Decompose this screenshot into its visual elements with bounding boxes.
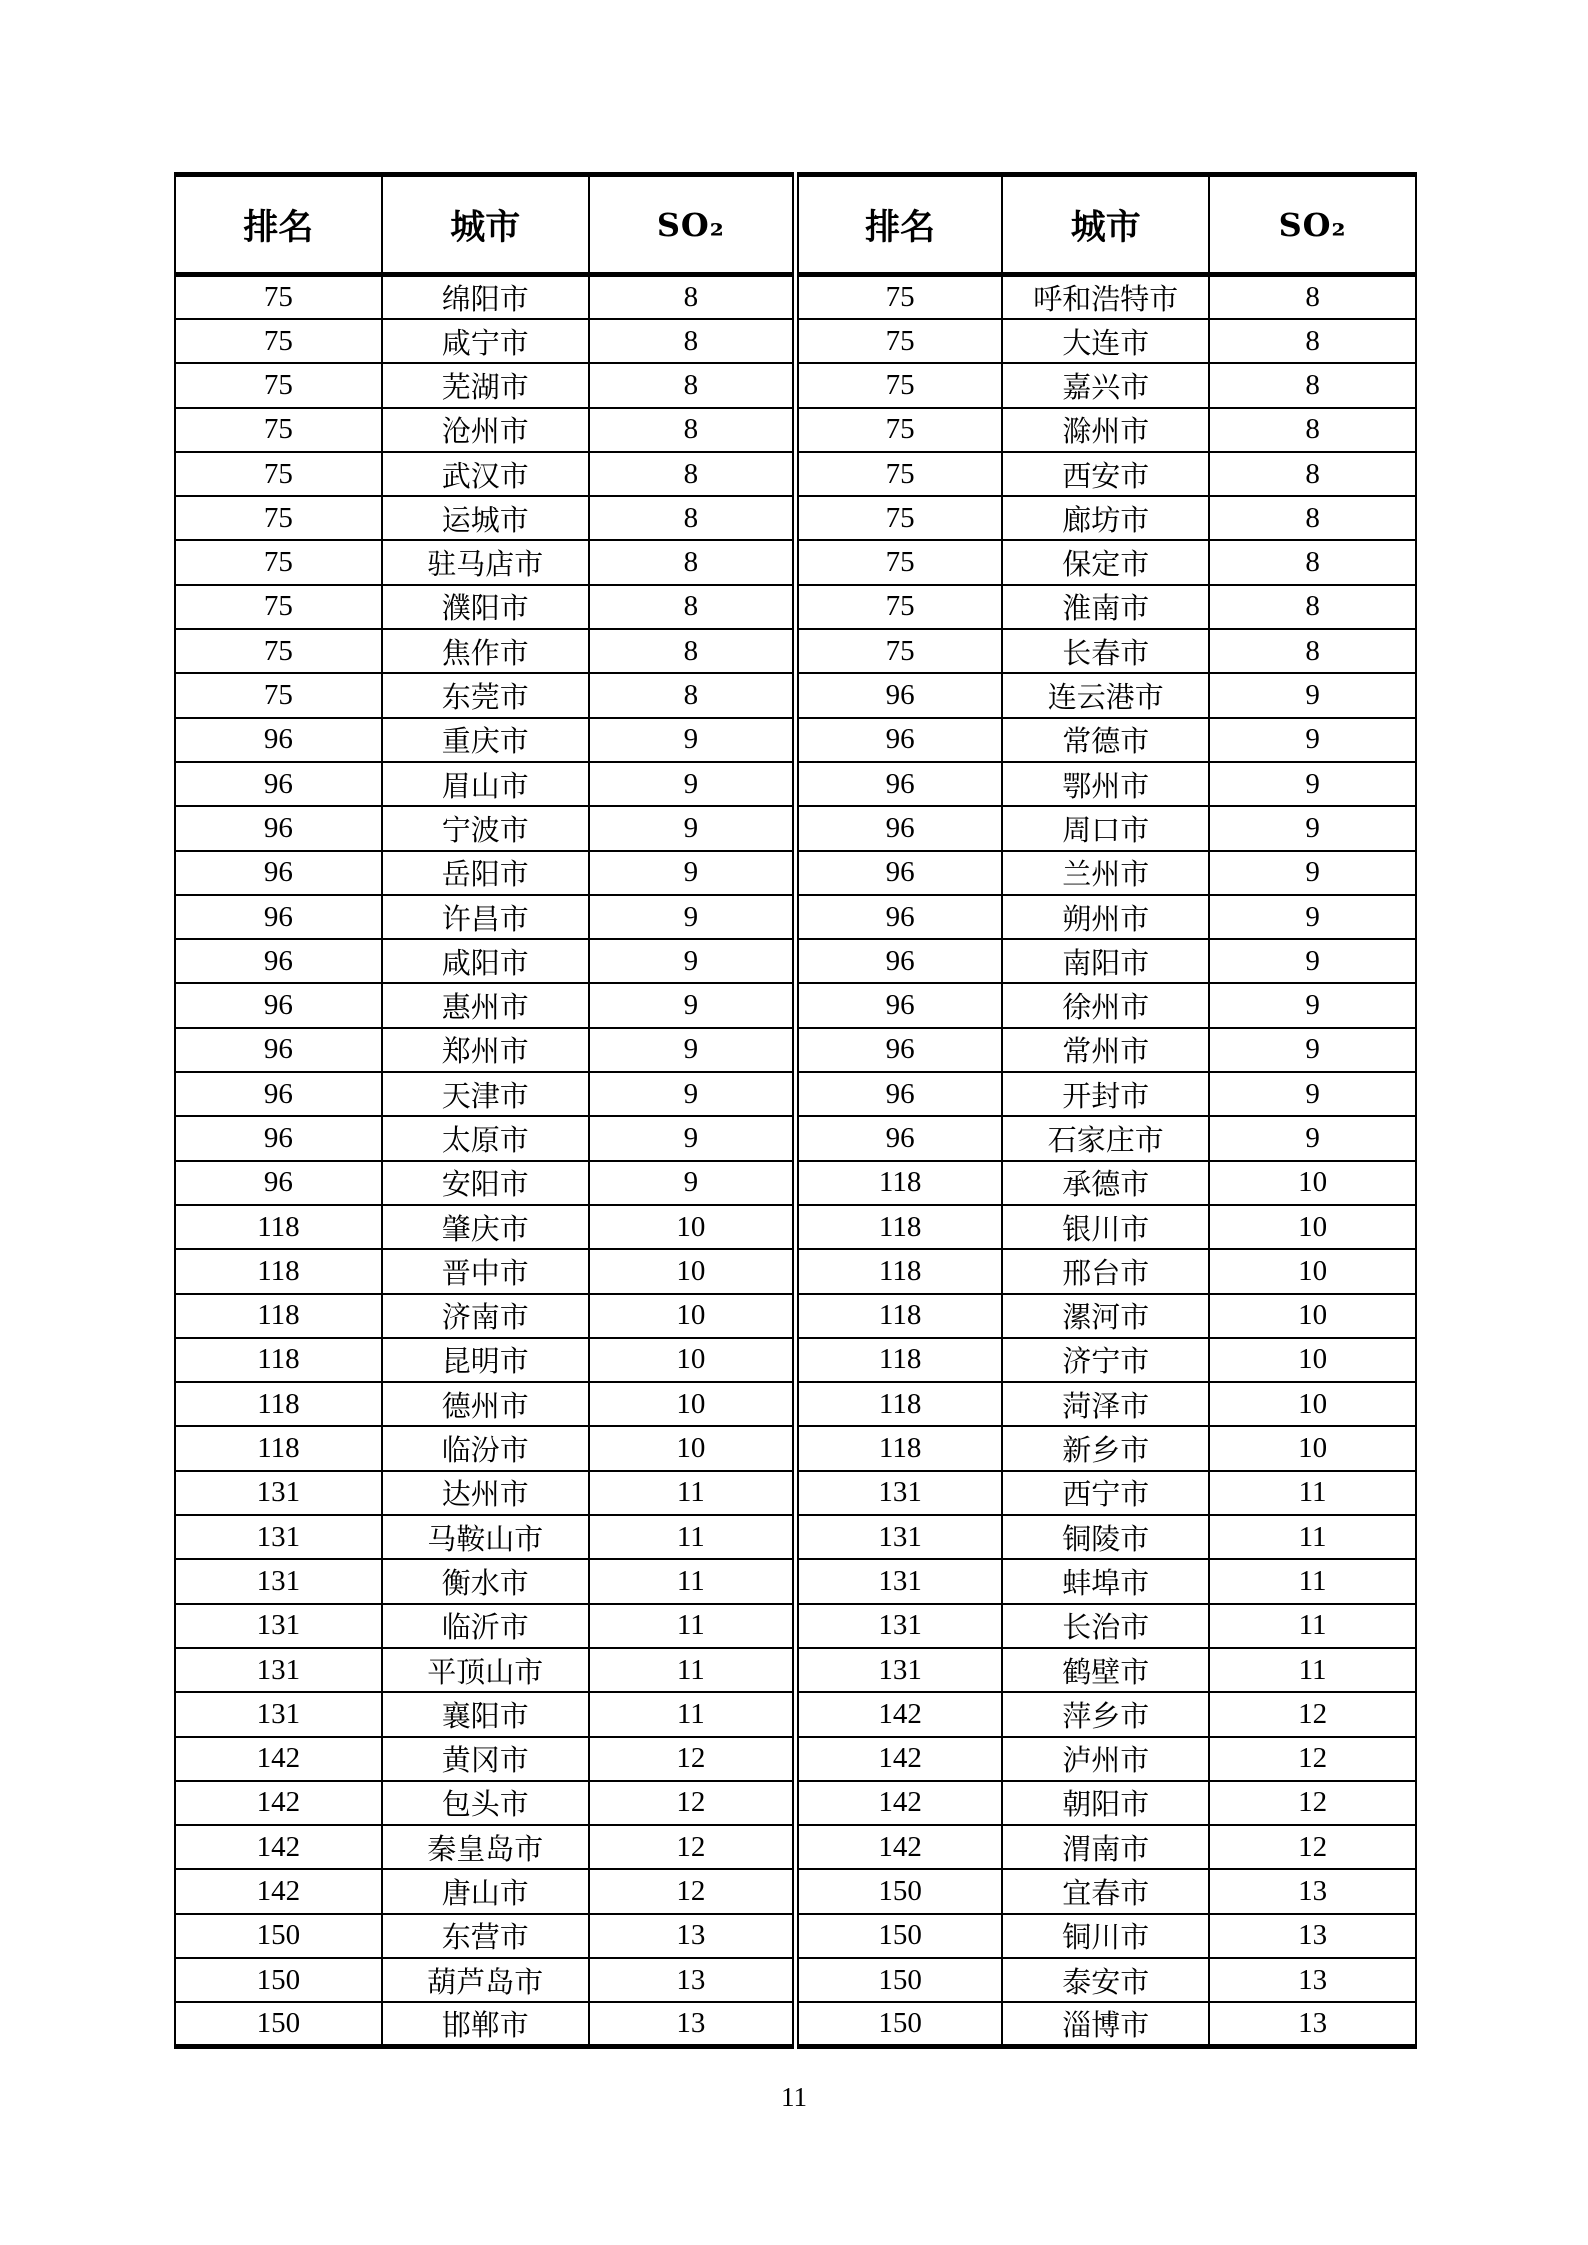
rank-cell: 118 bbox=[795, 1338, 1002, 1382]
table-row bbox=[175, 1781, 1416, 1825]
city-cell: 咸阳市 bbox=[382, 939, 589, 983]
city-cell: 邢台市 bbox=[1002, 1249, 1209, 1293]
rank-cell: 150 bbox=[175, 1914, 382, 1958]
so2-cell: 8 bbox=[589, 275, 796, 320]
city-cell: 萍乡市 bbox=[1002, 1692, 1209, 1736]
so2-cell: 8 bbox=[589, 540, 796, 584]
so2-cell: 12 bbox=[589, 1737, 796, 1781]
city-cell: 朝阳市 bbox=[1002, 1781, 1209, 1825]
so2-cell: 12 bbox=[589, 1825, 796, 1869]
table-row bbox=[175, 673, 1416, 717]
city-cell: 滁州市 bbox=[1002, 408, 1209, 452]
city-cell: 保定市 bbox=[1002, 540, 1209, 584]
city-cell: 菏泽市 bbox=[1002, 1382, 1209, 1426]
so2-cell: 13 bbox=[589, 2002, 796, 2047]
table-row bbox=[175, 806, 1416, 850]
so2-cell: 10 bbox=[589, 1294, 796, 1338]
rank-cell: 96 bbox=[175, 1072, 382, 1116]
rank-cell: 75 bbox=[795, 275, 1002, 320]
rank-cell: 96 bbox=[795, 939, 1002, 983]
rank-cell: 96 bbox=[795, 851, 1002, 895]
rank-cell: 150 bbox=[795, 1869, 1002, 1913]
rank-cell: 96 bbox=[795, 1116, 1002, 1160]
table-row bbox=[175, 1692, 1416, 1736]
col-header-so2: SO₂ bbox=[1209, 175, 1416, 275]
table-row bbox=[175, 1028, 1416, 1072]
so2-cell: 9 bbox=[589, 806, 796, 850]
city-cell: 邯郸市 bbox=[382, 2002, 589, 2047]
so2-cell: 8 bbox=[589, 673, 796, 717]
rank-cell: 75 bbox=[175, 496, 382, 540]
table-row bbox=[175, 2002, 1416, 2047]
rank-cell: 96 bbox=[795, 1072, 1002, 1116]
table-row bbox=[175, 1604, 1416, 1648]
so2-cell: 9 bbox=[589, 939, 796, 983]
so2-cell: 10 bbox=[589, 1205, 796, 1249]
so2-cell: 8 bbox=[1209, 408, 1416, 452]
rank-cell: 96 bbox=[175, 1116, 382, 1160]
rank-cell: 131 bbox=[795, 1648, 1002, 1692]
so2-cell: 8 bbox=[589, 629, 796, 673]
rank-cell: 118 bbox=[175, 1205, 382, 1249]
so2-cell: 9 bbox=[1209, 851, 1416, 895]
city-cell: 马鞍山市 bbox=[382, 1515, 589, 1559]
city-cell: 济南市 bbox=[382, 1294, 589, 1338]
rank-cell: 75 bbox=[175, 585, 382, 629]
so2-cell: 8 bbox=[1209, 452, 1416, 496]
rank-cell: 75 bbox=[175, 673, 382, 717]
so2-cell: 10 bbox=[589, 1249, 796, 1293]
rank-cell: 131 bbox=[175, 1604, 382, 1648]
rank-cell: 75 bbox=[175, 319, 382, 363]
city-cell: 大连市 bbox=[1002, 319, 1209, 363]
table-row bbox=[175, 408, 1416, 452]
table-row bbox=[175, 1249, 1416, 1293]
so2-cell: 12 bbox=[1209, 1825, 1416, 1869]
so2-cell: 12 bbox=[1209, 1737, 1416, 1781]
city-cell: 呼和浩特市 bbox=[1002, 275, 1209, 320]
table-row bbox=[175, 540, 1416, 584]
col-header-so2: SO₂ bbox=[589, 175, 796, 275]
so2-cell: 11 bbox=[589, 1604, 796, 1648]
rank-cell: 150 bbox=[175, 1958, 382, 2002]
city-cell: 唐山市 bbox=[382, 1869, 589, 1913]
city-cell: 包头市 bbox=[382, 1781, 589, 1825]
table-body bbox=[175, 275, 1416, 2047]
table-row bbox=[175, 895, 1416, 939]
city-cell: 南阳市 bbox=[1002, 939, 1209, 983]
so2-cell: 11 bbox=[1209, 1648, 1416, 1692]
city-cell: 驻马店市 bbox=[382, 540, 589, 584]
so2-cell: 9 bbox=[1209, 718, 1416, 762]
city-cell: 昆明市 bbox=[382, 1338, 589, 1382]
city-cell: 沧州市 bbox=[382, 408, 589, 452]
city-cell: 许昌市 bbox=[382, 895, 589, 939]
rank-cell: 118 bbox=[795, 1294, 1002, 1338]
so2-ranking-table bbox=[174, 172, 1417, 2049]
city-cell: 太原市 bbox=[382, 1116, 589, 1160]
city-cell: 泸州市 bbox=[1002, 1737, 1209, 1781]
table-row bbox=[175, 718, 1416, 762]
rank-cell: 96 bbox=[795, 718, 1002, 762]
rank-cell: 131 bbox=[795, 1559, 1002, 1603]
city-cell: 焦作市 bbox=[382, 629, 589, 673]
table-row bbox=[175, 1825, 1416, 1869]
so2-cell: 13 bbox=[1209, 1958, 1416, 2002]
rank-cell: 96 bbox=[175, 762, 382, 806]
city-cell: 葫芦岛市 bbox=[382, 1958, 589, 2002]
city-cell: 运城市 bbox=[382, 496, 589, 540]
rank-cell: 118 bbox=[795, 1382, 1002, 1426]
so2-cell: 8 bbox=[1209, 540, 1416, 584]
so2-cell: 13 bbox=[589, 1958, 796, 2002]
city-cell: 银川市 bbox=[1002, 1205, 1209, 1249]
col-header-city: 城市 bbox=[1002, 175, 1209, 275]
city-cell: 晋中市 bbox=[382, 1249, 589, 1293]
city-cell: 鹤壁市 bbox=[1002, 1648, 1209, 1692]
table-row bbox=[175, 939, 1416, 983]
city-cell: 廊坊市 bbox=[1002, 496, 1209, 540]
so2-cell: 10 bbox=[1209, 1249, 1416, 1293]
rank-cell: 131 bbox=[795, 1604, 1002, 1648]
rank-cell: 96 bbox=[175, 939, 382, 983]
so2-cell: 13 bbox=[589, 1914, 796, 1958]
city-cell: 黄冈市 bbox=[382, 1737, 589, 1781]
city-cell: 肇庆市 bbox=[382, 1205, 589, 1249]
so2-cell: 8 bbox=[589, 363, 796, 407]
table-row bbox=[175, 1515, 1416, 1559]
city-cell: 达州市 bbox=[382, 1471, 589, 1515]
city-cell: 漯河市 bbox=[1002, 1294, 1209, 1338]
rank-cell: 142 bbox=[175, 1737, 382, 1781]
city-cell: 铜川市 bbox=[1002, 1914, 1209, 1958]
table-row bbox=[175, 629, 1416, 673]
so2-cell: 8 bbox=[1209, 319, 1416, 363]
so2-cell: 10 bbox=[1209, 1382, 1416, 1426]
city-cell: 武汉市 bbox=[382, 452, 589, 496]
so2-cell: 9 bbox=[589, 1072, 796, 1116]
city-cell: 天津市 bbox=[382, 1072, 589, 1116]
rank-cell: 150 bbox=[795, 1958, 1002, 2002]
so2-cell: 8 bbox=[1209, 585, 1416, 629]
rank-cell: 96 bbox=[175, 983, 382, 1027]
so2-cell: 9 bbox=[1209, 1116, 1416, 1160]
city-cell: 石家庄市 bbox=[1002, 1116, 1209, 1160]
city-cell: 秦皇岛市 bbox=[382, 1825, 589, 1869]
so2-cell: 8 bbox=[589, 408, 796, 452]
so2-cell: 9 bbox=[589, 1028, 796, 1072]
so2-cell: 11 bbox=[589, 1692, 796, 1736]
so2-cell: 8 bbox=[1209, 629, 1416, 673]
city-cell: 常州市 bbox=[1002, 1028, 1209, 1072]
rank-cell: 118 bbox=[795, 1161, 1002, 1205]
col-header-city: 城市 bbox=[382, 175, 589, 275]
city-cell: 德州市 bbox=[382, 1382, 589, 1426]
rank-cell: 118 bbox=[175, 1382, 382, 1426]
city-cell: 泰安市 bbox=[1002, 1958, 1209, 2002]
city-cell: 开封市 bbox=[1002, 1072, 1209, 1116]
city-cell: 承德市 bbox=[1002, 1161, 1209, 1205]
so2-cell: 11 bbox=[1209, 1604, 1416, 1648]
so2-cell: 10 bbox=[589, 1382, 796, 1426]
city-cell: 岳阳市 bbox=[382, 851, 589, 895]
table-row bbox=[175, 275, 1416, 320]
city-cell: 惠州市 bbox=[382, 983, 589, 1027]
city-cell: 连云港市 bbox=[1002, 673, 1209, 717]
rank-cell: 75 bbox=[175, 408, 382, 452]
rank-cell: 131 bbox=[175, 1471, 382, 1515]
rank-cell: 75 bbox=[175, 629, 382, 673]
so2-cell: 11 bbox=[589, 1515, 796, 1559]
rank-cell: 118 bbox=[175, 1338, 382, 1382]
table-row bbox=[175, 1205, 1416, 1249]
rank-cell: 75 bbox=[175, 540, 382, 584]
city-cell: 兰州市 bbox=[1002, 851, 1209, 895]
rank-cell: 75 bbox=[175, 275, 382, 320]
so2-cell: 9 bbox=[1209, 806, 1416, 850]
rank-cell: 75 bbox=[795, 629, 1002, 673]
so2-cell: 9 bbox=[589, 1116, 796, 1160]
so2-cell: 8 bbox=[1209, 363, 1416, 407]
city-cell: 东莞市 bbox=[382, 673, 589, 717]
so2-cell: 10 bbox=[1209, 1426, 1416, 1470]
city-cell: 安阳市 bbox=[382, 1161, 589, 1205]
rank-cell: 75 bbox=[795, 585, 1002, 629]
city-cell: 芜湖市 bbox=[382, 363, 589, 407]
table-row bbox=[175, 496, 1416, 540]
so2-cell: 9 bbox=[1209, 673, 1416, 717]
table-row bbox=[175, 319, 1416, 363]
city-cell: 宁波市 bbox=[382, 806, 589, 850]
rank-cell: 96 bbox=[795, 983, 1002, 1027]
header-row bbox=[175, 175, 1416, 275]
table-row bbox=[175, 851, 1416, 895]
rank-cell: 118 bbox=[795, 1426, 1002, 1470]
so2-cell: 8 bbox=[589, 585, 796, 629]
so2-cell: 12 bbox=[1209, 1781, 1416, 1825]
city-cell: 新乡市 bbox=[1002, 1426, 1209, 1470]
so2-cell: 11 bbox=[589, 1648, 796, 1692]
rank-cell: 96 bbox=[795, 806, 1002, 850]
so2-cell: 13 bbox=[1209, 1869, 1416, 1913]
city-cell: 鄂州市 bbox=[1002, 762, 1209, 806]
city-cell: 西宁市 bbox=[1002, 1471, 1209, 1515]
table-row bbox=[175, 1294, 1416, 1338]
page-number: 11 bbox=[781, 2082, 807, 2112]
so2-cell: 9 bbox=[1209, 983, 1416, 1027]
city-cell: 长春市 bbox=[1002, 629, 1209, 673]
so2-cell: 9 bbox=[1209, 939, 1416, 983]
rank-cell: 118 bbox=[795, 1249, 1002, 1293]
city-cell: 嘉兴市 bbox=[1002, 363, 1209, 407]
city-cell: 济宁市 bbox=[1002, 1338, 1209, 1382]
table-row bbox=[175, 762, 1416, 806]
city-cell: 淄博市 bbox=[1002, 2002, 1209, 2047]
so2-cell: 9 bbox=[1209, 1028, 1416, 1072]
rank-cell: 131 bbox=[795, 1471, 1002, 1515]
so2-cell: 10 bbox=[1209, 1205, 1416, 1249]
so2-cell: 9 bbox=[1209, 1072, 1416, 1116]
rank-cell: 118 bbox=[175, 1294, 382, 1338]
city-cell: 周口市 bbox=[1002, 806, 1209, 850]
so2-cell: 13 bbox=[1209, 1914, 1416, 1958]
rank-cell: 118 bbox=[175, 1426, 382, 1470]
city-cell: 濮阳市 bbox=[382, 585, 589, 629]
table-row bbox=[175, 1382, 1416, 1426]
city-cell: 渭南市 bbox=[1002, 1825, 1209, 1869]
rank-cell: 75 bbox=[795, 540, 1002, 584]
city-cell: 西安市 bbox=[1002, 452, 1209, 496]
rank-cell: 96 bbox=[175, 1161, 382, 1205]
table-row bbox=[175, 1958, 1416, 2002]
rank-cell: 75 bbox=[795, 319, 1002, 363]
table-row bbox=[175, 363, 1416, 407]
so2-cell: 8 bbox=[589, 319, 796, 363]
so2-cell: 9 bbox=[589, 1161, 796, 1205]
rank-cell: 142 bbox=[175, 1869, 382, 1913]
city-cell: 平顶山市 bbox=[382, 1648, 589, 1692]
so2-cell: 9 bbox=[1209, 762, 1416, 806]
city-cell: 临汾市 bbox=[382, 1426, 589, 1470]
so2-cell: 10 bbox=[1209, 1338, 1416, 1382]
city-cell: 衡水市 bbox=[382, 1559, 589, 1603]
so2-cell: 8 bbox=[589, 452, 796, 496]
col-header-rank: 排名 bbox=[795, 175, 1002, 275]
so2-cell: 11 bbox=[1209, 1515, 1416, 1559]
rank-cell: 118 bbox=[795, 1205, 1002, 1249]
city-cell: 眉山市 bbox=[382, 762, 589, 806]
city-cell: 淮南市 bbox=[1002, 585, 1209, 629]
city-cell: 咸宁市 bbox=[382, 319, 589, 363]
so2-cell: 11 bbox=[1209, 1471, 1416, 1515]
city-cell: 绵阳市 bbox=[382, 275, 589, 320]
city-cell: 长治市 bbox=[1002, 1604, 1209, 1648]
so2-cell: 11 bbox=[1209, 1559, 1416, 1603]
rank-cell: 96 bbox=[175, 1028, 382, 1072]
rank-cell: 75 bbox=[795, 363, 1002, 407]
so2-cell: 11 bbox=[589, 1559, 796, 1603]
so2-cell: 10 bbox=[1209, 1294, 1416, 1338]
city-cell: 郑州市 bbox=[382, 1028, 589, 1072]
table-row bbox=[175, 1072, 1416, 1116]
col-header-rank: 排名 bbox=[175, 175, 382, 275]
rank-cell: 96 bbox=[175, 806, 382, 850]
rank-cell: 75 bbox=[175, 363, 382, 407]
city-cell: 徐州市 bbox=[1002, 983, 1209, 1027]
so2-cell: 9 bbox=[589, 895, 796, 939]
city-cell: 宜春市 bbox=[1002, 1869, 1209, 1913]
rank-cell: 131 bbox=[175, 1559, 382, 1603]
table-row bbox=[175, 1869, 1416, 1913]
rank-cell: 142 bbox=[175, 1825, 382, 1869]
city-cell: 东营市 bbox=[382, 1914, 589, 1958]
rank-cell: 96 bbox=[175, 895, 382, 939]
so2-cell: 9 bbox=[589, 983, 796, 1027]
rank-cell: 150 bbox=[795, 2002, 1002, 2047]
rank-cell: 75 bbox=[795, 408, 1002, 452]
city-cell: 常德市 bbox=[1002, 718, 1209, 762]
rank-cell: 75 bbox=[795, 496, 1002, 540]
table-header bbox=[175, 175, 1416, 275]
so2-cell: 9 bbox=[589, 851, 796, 895]
so2-cell: 10 bbox=[589, 1338, 796, 1382]
rank-cell: 131 bbox=[175, 1515, 382, 1559]
so2-cell: 8 bbox=[1209, 275, 1416, 320]
table-row bbox=[175, 1914, 1416, 1958]
rank-cell: 150 bbox=[175, 2002, 382, 2047]
rank-cell: 96 bbox=[795, 895, 1002, 939]
table-row bbox=[175, 1559, 1416, 1603]
rank-cell: 142 bbox=[175, 1781, 382, 1825]
rank-cell: 131 bbox=[175, 1648, 382, 1692]
rank-cell: 96 bbox=[795, 762, 1002, 806]
rank-cell: 75 bbox=[795, 452, 1002, 496]
so2-cell: 9 bbox=[589, 718, 796, 762]
city-cell: 襄阳市 bbox=[382, 1692, 589, 1736]
rank-cell: 96 bbox=[175, 851, 382, 895]
table-row bbox=[175, 1648, 1416, 1692]
rank-cell: 131 bbox=[795, 1515, 1002, 1559]
city-cell: 蚌埠市 bbox=[1002, 1559, 1209, 1603]
so2-cell: 12 bbox=[589, 1781, 796, 1825]
rank-cell: 142 bbox=[795, 1781, 1002, 1825]
so2-cell: 8 bbox=[589, 496, 796, 540]
rank-cell: 142 bbox=[795, 1737, 1002, 1781]
so2-cell: 8 bbox=[1209, 496, 1416, 540]
rank-cell: 131 bbox=[175, 1692, 382, 1736]
table-row bbox=[175, 585, 1416, 629]
rank-cell: 75 bbox=[175, 452, 382, 496]
rank-cell: 96 bbox=[795, 673, 1002, 717]
city-cell: 朔州市 bbox=[1002, 895, 1209, 939]
table-row bbox=[175, 1426, 1416, 1470]
table-row bbox=[175, 452, 1416, 496]
rank-cell: 96 bbox=[175, 718, 382, 762]
table-row bbox=[175, 983, 1416, 1027]
table-row bbox=[175, 1161, 1416, 1205]
so2-cell: 10 bbox=[1209, 1161, 1416, 1205]
city-cell: 临沂市 bbox=[382, 1604, 589, 1648]
table-row bbox=[175, 1338, 1416, 1382]
rank-cell: 142 bbox=[795, 1825, 1002, 1869]
so2-cell: 10 bbox=[589, 1426, 796, 1470]
city-cell: 重庆市 bbox=[382, 718, 589, 762]
table-row bbox=[175, 1737, 1416, 1781]
rank-cell: 150 bbox=[795, 1914, 1002, 1958]
table-row bbox=[175, 1471, 1416, 1515]
rank-cell: 96 bbox=[795, 1028, 1002, 1072]
table-row bbox=[175, 1116, 1416, 1160]
so2-cell: 13 bbox=[1209, 2002, 1416, 2047]
rank-cell: 118 bbox=[175, 1249, 382, 1293]
city-cell: 铜陵市 bbox=[1002, 1515, 1209, 1559]
so2-cell: 12 bbox=[589, 1869, 796, 1913]
so2-cell: 11 bbox=[589, 1471, 796, 1515]
so2-cell: 12 bbox=[1209, 1692, 1416, 1736]
so2-cell: 9 bbox=[1209, 895, 1416, 939]
so2-cell: 9 bbox=[589, 762, 796, 806]
rank-cell: 142 bbox=[795, 1692, 1002, 1736]
